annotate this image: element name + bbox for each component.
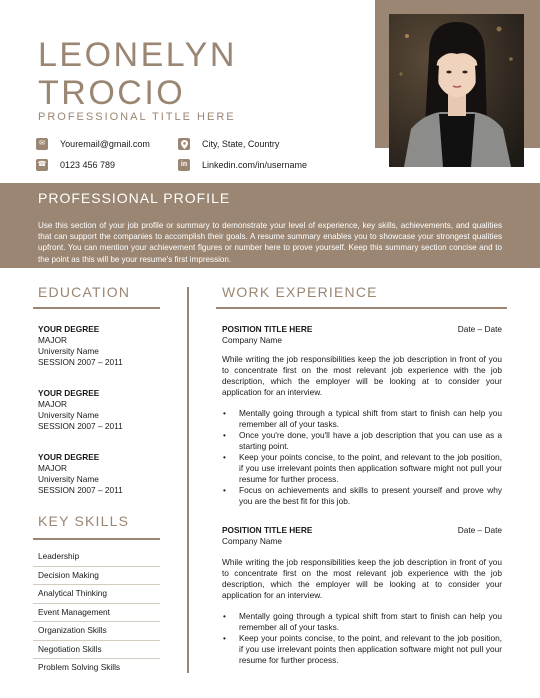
skill-divider bbox=[33, 566, 160, 567]
professional-title: PROFESSIONAL TITLE HERE bbox=[38, 111, 236, 123]
email-text: Youremail@gmail.com bbox=[60, 139, 150, 149]
job-title: POSITION TITLE HERE bbox=[222, 324, 313, 334]
job-bullet: • Once you're done, you'll have a job description that you can use as a starting point. bbox=[222, 430, 502, 452]
major: MAJOR bbox=[38, 335, 68, 345]
degree: YOUR DEGREE bbox=[38, 452, 100, 462]
job-title: POSITION TITLE HERE bbox=[222, 525, 313, 535]
linkedin-text: Linkedin.com/in/username bbox=[202, 160, 308, 170]
profile-photo bbox=[389, 14, 524, 167]
last-name: TROCIO bbox=[38, 74, 186, 112]
job-description: While writing the job responsibilities keep the job description in front of you to concentrate first on the most relevant job experience with the job description, which the employer will be looking at to consider your application for an interview. bbox=[222, 354, 502, 397]
work-heading: WORK EXPERIENCE bbox=[222, 284, 378, 300]
linkedin-icon: in bbox=[178, 159, 190, 171]
skill-item: Problem Solving Skills bbox=[38, 662, 121, 672]
work-rule bbox=[216, 307, 507, 309]
candidate-name bbox=[38, 36, 237, 112]
job-bullets bbox=[222, 408, 502, 507]
phone-text: 0123 456 789 bbox=[60, 160, 116, 170]
job-bullet: • Keep your points concise, to the point, and relevant to the job position, if you use irrelevant points then application software might not pull your resume for further process. bbox=[222, 452, 502, 485]
skill-item: Leadership bbox=[38, 551, 80, 561]
education-entry bbox=[38, 324, 178, 368]
location-pin-icon bbox=[178, 138, 190, 150]
skill-divider bbox=[33, 640, 160, 641]
degree: YOUR DEGREE bbox=[38, 324, 100, 334]
company-name: Company Name bbox=[222, 536, 282, 546]
contact-phone[interactable] bbox=[36, 159, 115, 171]
job-bullet: • Keep your points concise, to the point, and relevant to the job position, if you use irrelevant points then application software might not pull your resume for further process. bbox=[222, 633, 502, 666]
job-bullet: • Mentally going through a typical shift from start to finish can help you remember all of your tasks. bbox=[222, 611, 502, 633]
skill-item: Organization Skills bbox=[38, 625, 107, 635]
profile-text: Use this section of your job profile or summary to demonstrate your level of experience, key skills, achievements, and qualities that can support the companies to accomplish their goals. A resume summary enables you to showcase your strongest qualities upfront. You can mention your achievement figures or number here to prove yourself. Keep this summary section concise and to the point as this will be your resume's first impression. bbox=[38, 221, 502, 264]
university: University Name bbox=[38, 410, 99, 420]
education-heading: EDUCATION bbox=[38, 284, 131, 300]
job-date: Date – Date bbox=[457, 525, 502, 535]
skill-divider bbox=[33, 621, 160, 622]
location-text: City, State, Country bbox=[202, 139, 280, 149]
profile-heading: PROFESSIONAL PROFILE bbox=[38, 190, 231, 206]
skills-rule bbox=[33, 538, 160, 540]
session: SESSION 2007 – 2011 bbox=[38, 421, 123, 431]
skill-item: Decision Making bbox=[38, 570, 99, 580]
job-header bbox=[222, 324, 502, 346]
phone-icon: ☎ bbox=[36, 159, 48, 171]
job-bullet: • Focus on achievements and skills to present yourself and prove why you are the best fit for this job. bbox=[222, 485, 502, 507]
skills-heading: KEY SKILLS bbox=[38, 513, 130, 529]
job-description: While writing the job responsibilities keep the job description in front of you to concentrate first on the most relevant job experience with the job description, which the employer will be looking at to consider your application for an interview. bbox=[222, 557, 502, 600]
university: University Name bbox=[38, 474, 99, 484]
contact-linkedin[interactable] bbox=[178, 159, 307, 171]
major: MAJOR bbox=[38, 399, 68, 409]
skill-item: Analytical Thinking bbox=[38, 588, 108, 598]
education-rule bbox=[33, 307, 160, 309]
university: University Name bbox=[38, 346, 99, 356]
job-bullet: • Mentally going through a typical shift from start to finish can help you remember all of your tasks. bbox=[222, 408, 502, 430]
education-entry bbox=[38, 388, 178, 432]
company-name: Company Name bbox=[222, 335, 282, 345]
email-icon: ✉ bbox=[36, 138, 48, 150]
skill-item: Event Management bbox=[38, 607, 110, 617]
degree: YOUR DEGREE bbox=[38, 388, 100, 398]
session: SESSION 2007 – 2011 bbox=[38, 485, 123, 495]
contact-email[interactable] bbox=[36, 138, 150, 150]
job-date: Date – Date bbox=[457, 324, 502, 334]
skill-divider bbox=[33, 584, 160, 585]
major: MAJOR bbox=[38, 463, 68, 473]
job-bullets bbox=[222, 611, 502, 666]
contact-location bbox=[178, 138, 279, 150]
session: SESSION 2007 – 2011 bbox=[38, 357, 123, 367]
skill-item: Negotiation Skills bbox=[38, 644, 102, 654]
column-divider bbox=[187, 287, 189, 673]
job-header bbox=[222, 525, 502, 547]
first-name: LEONELYN bbox=[38, 36, 237, 74]
education-entry bbox=[38, 452, 178, 496]
skill-divider bbox=[33, 603, 160, 604]
skill-divider bbox=[33, 658, 160, 659]
